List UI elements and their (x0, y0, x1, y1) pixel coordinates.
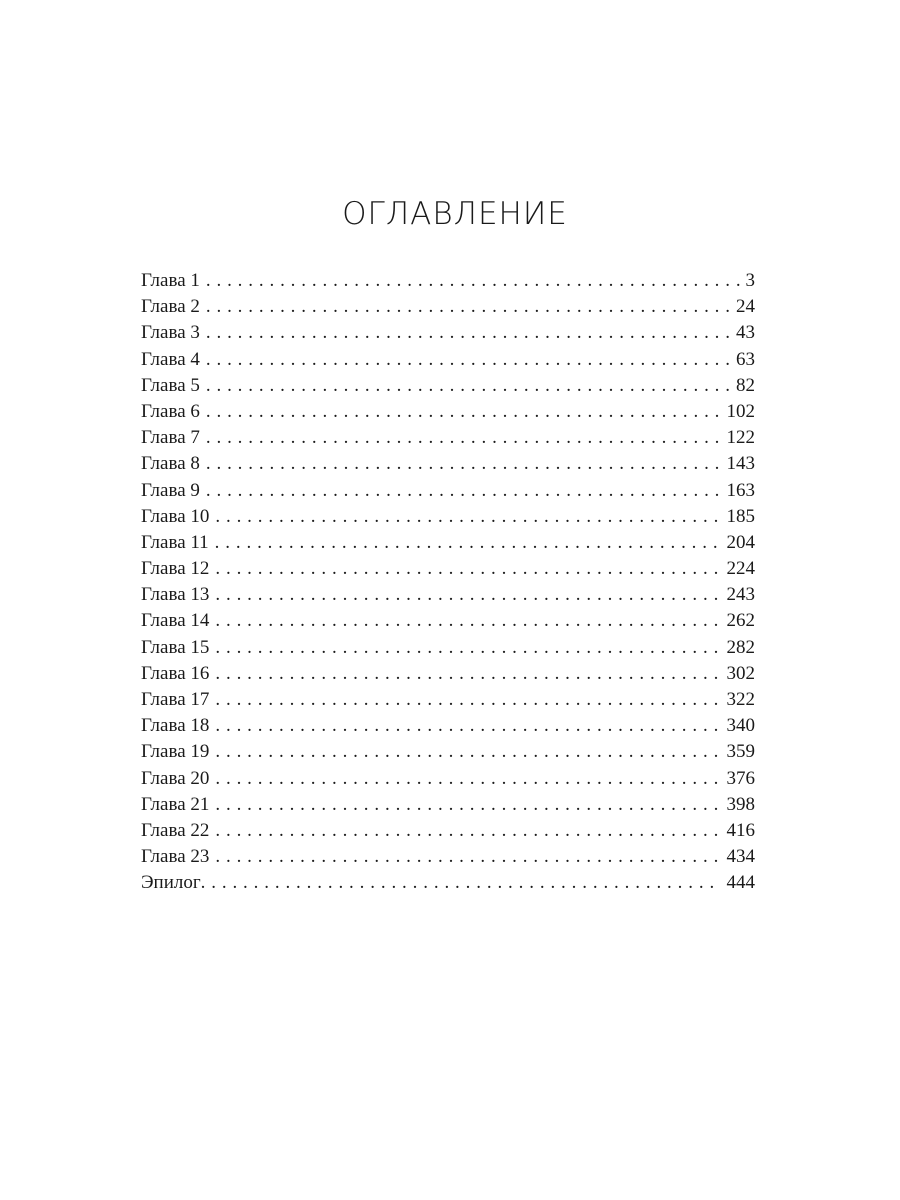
toc-entry-page: 122 (726, 427, 755, 449)
toc-entry-label: Глава 7 (141, 427, 200, 449)
toc-entry-page: 340 (726, 715, 755, 737)
toc-entry (141, 766, 755, 792)
toc-dot-leader (215, 582, 720, 608)
toc-dot-leader (215, 766, 720, 792)
toc-dot-leader (215, 661, 720, 687)
toc-entry-label: Глава 22 (141, 819, 210, 841)
toc-dot-leader (215, 608, 720, 634)
toc-entry-label: Глава 10 (141, 505, 210, 527)
toc-dot-leader (206, 268, 740, 294)
toc-dot-leader (215, 713, 720, 739)
toc-entry (141, 687, 755, 713)
toc-entry-page: 163 (726, 479, 755, 501)
toc-entry (141, 556, 755, 582)
toc-entry-page: 434 (726, 846, 755, 868)
toc-entry-page: 43 (736, 322, 755, 344)
toc-dot-leader (206, 320, 730, 346)
toc-entry-page: 262 (726, 610, 755, 632)
toc-entry (141, 870, 755, 896)
toc-entry (141, 844, 755, 870)
toc-entry (141, 582, 755, 608)
toc-entry (141, 425, 755, 451)
toc-entry-page: 243 (726, 584, 755, 606)
toc-entry-page: 398 (726, 793, 755, 815)
toc-dot-leader (215, 844, 720, 870)
page-title: ОГЛАВЛЕНИЕ (342, 196, 568, 232)
toc-dot-leader (215, 530, 721, 556)
toc-entry (141, 268, 755, 294)
toc-dot-leader (206, 399, 721, 425)
toc-entry-label: Глава 15 (141, 636, 210, 658)
toc-entry (141, 608, 755, 634)
toc-entry-label: Глава 13 (141, 584, 210, 606)
toc-entry (141, 635, 755, 661)
toc-dot-leader (215, 504, 720, 530)
toc-entry-label: Эпилог (141, 872, 201, 894)
toc-dot-leader (206, 373, 730, 399)
toc-entry (141, 661, 755, 687)
toc-entry-label: Глава 2 (141, 296, 200, 318)
toc-entry-page: 102 (726, 400, 755, 422)
toc-entry-page: 185 (726, 505, 755, 527)
toc-entry (141, 347, 755, 373)
toc-entry (141, 320, 755, 346)
toc-entry (141, 451, 755, 477)
toc-entry-page: 24 (736, 296, 755, 318)
toc-entry-label: Глава 19 (141, 741, 210, 763)
toc-entry-label: Глава 8 (141, 453, 200, 475)
toc-entry-label: Глава 16 (141, 662, 210, 684)
toc-dot-leader (206, 347, 730, 373)
toc-entry-label: Глава 12 (141, 558, 210, 580)
toc-dot-leader (206, 294, 730, 320)
toc-entry-page: 224 (726, 558, 755, 580)
toc-entry (141, 294, 755, 320)
toc-dot-leader (206, 451, 721, 477)
table-of-contents (141, 268, 755, 897)
toc-entry-page: 3 (745, 270, 755, 291)
toc-entry-label: Глава 6 (141, 400, 200, 422)
toc-entry-label: Глава 4 (141, 348, 200, 370)
toc-entry-page: 302 (726, 662, 755, 684)
toc-entry (141, 478, 755, 504)
toc-entry-page: 82 (736, 374, 755, 396)
toc-entry (141, 373, 755, 399)
toc-entry-page: 444 (726, 872, 755, 894)
toc-entry-label: Глава 20 (141, 767, 210, 789)
toc-dot-leader (215, 818, 720, 844)
toc-entry-label: Глава 23 (141, 846, 210, 868)
toc-dot-leader (215, 792, 720, 818)
toc-entry (141, 504, 755, 530)
toc-entry-label: Глава 5 (141, 374, 200, 396)
toc-entry-page: 143 (726, 453, 755, 475)
toc-entry-label: Глава 9 (141, 479, 200, 501)
toc-entry (141, 713, 755, 739)
toc-entry (141, 530, 755, 556)
toc-entry-page: 359 (726, 741, 755, 763)
toc-dot-leader (215, 739, 720, 765)
toc-entry (141, 739, 755, 765)
toc-entry-label: Глава 14 (141, 610, 210, 632)
toc-entry-label: Глава 1 (141, 270, 200, 291)
toc-entry-page: 282 (726, 636, 755, 658)
toc-entry-label: Глава 17 (141, 689, 210, 710)
toc-entry (141, 399, 755, 425)
toc-entry-page: 416 (726, 819, 755, 841)
toc-entry-page: 204 (726, 531, 755, 553)
toc-entry (141, 818, 755, 844)
toc-dot-leader (201, 870, 721, 896)
toc-dot-leader (206, 478, 721, 504)
toc-dot-leader (215, 635, 720, 661)
toc-entry-label: Глава 18 (141, 715, 210, 737)
toc-dot-leader (206, 425, 721, 451)
toc-entry-page: 376 (726, 767, 755, 789)
toc-dot-leader (215, 556, 720, 582)
toc-entry-label: Глава 21 (141, 793, 210, 815)
toc-entry-page: 322 (726, 689, 755, 710)
toc-entry-label: Глава 11 (141, 531, 209, 553)
toc-entry (141, 792, 755, 818)
toc-entry-label: Глава 3 (141, 322, 200, 344)
toc-entry-page: 63 (736, 348, 755, 370)
toc-dot-leader (215, 687, 720, 713)
